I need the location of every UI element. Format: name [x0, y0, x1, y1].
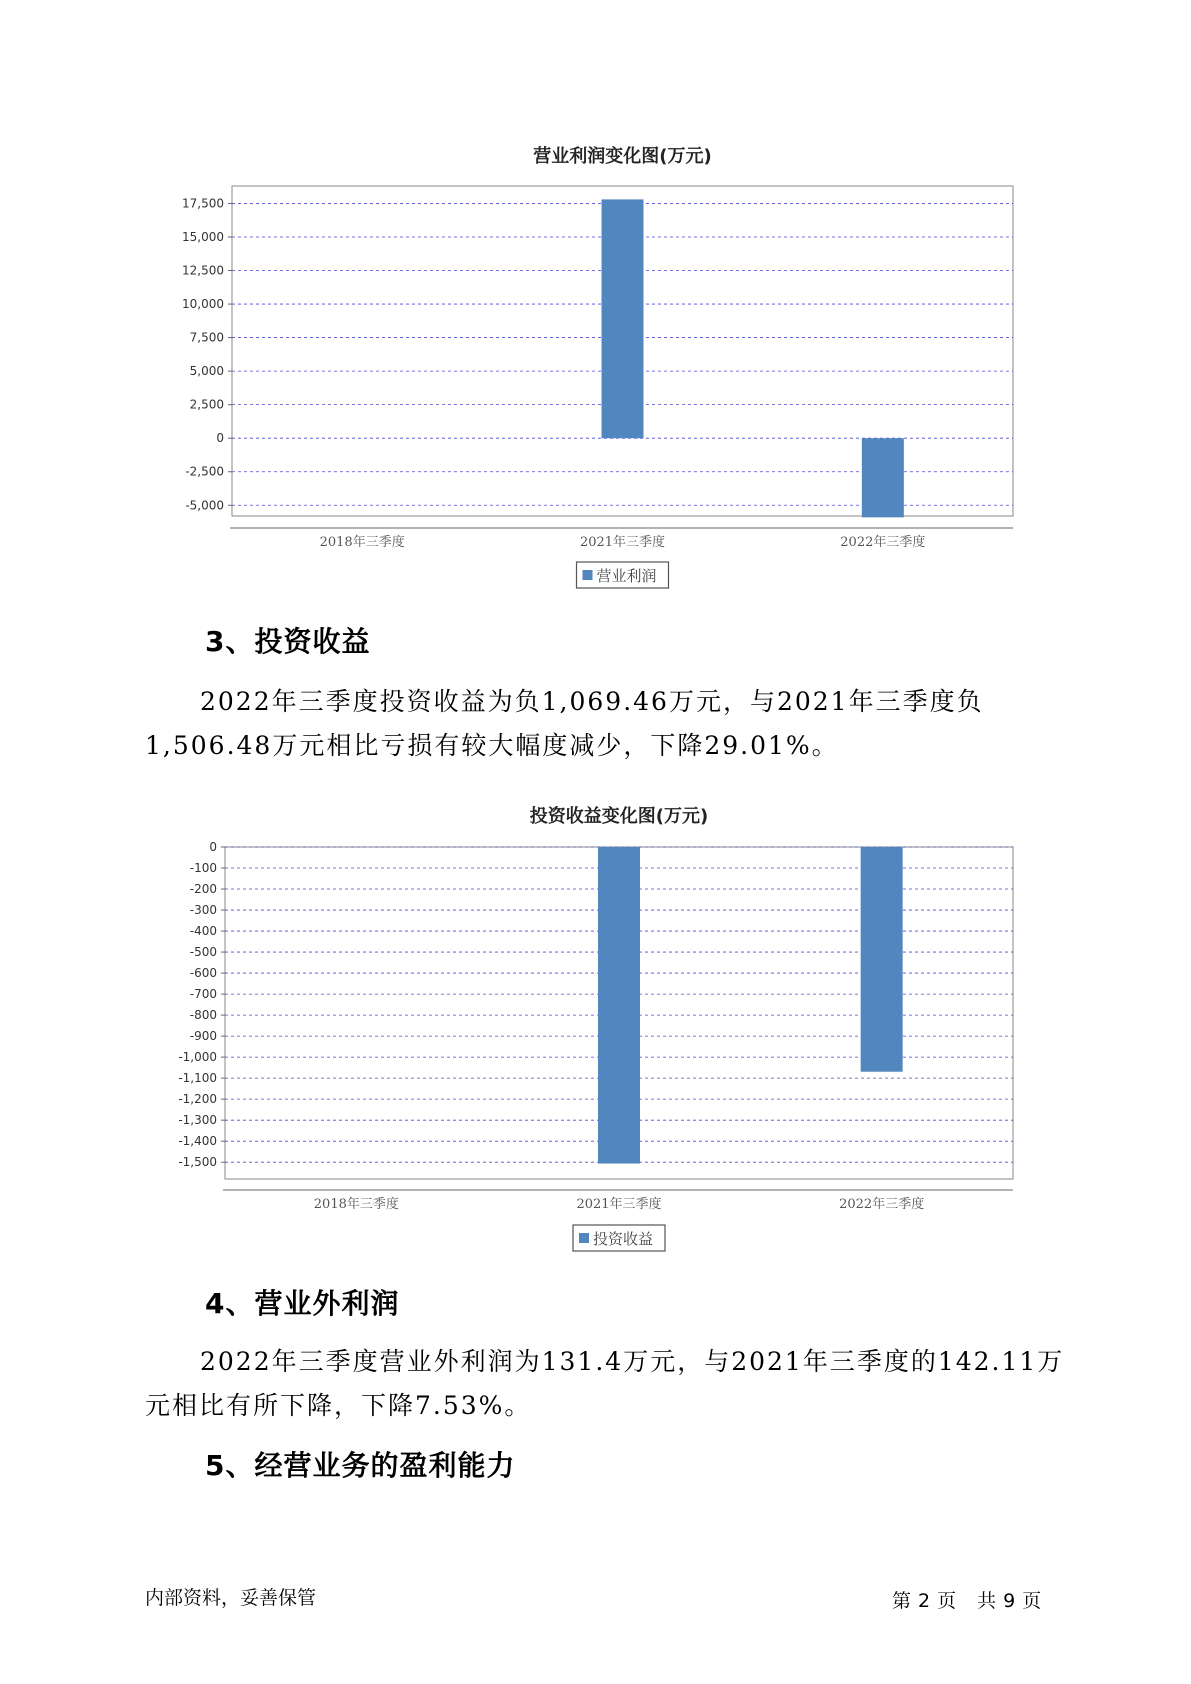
y-tick-label: -300 [189, 903, 217, 918]
chart-title: 投资收益变化图(万元) [529, 806, 709, 827]
y-tick-label: -1,200 [178, 1092, 217, 1107]
y-tick-label: -1,000 [178, 1050, 217, 1065]
y-tick-label: -400 [189, 924, 217, 939]
y-tick-label: -900 [189, 1029, 217, 1044]
y-tick-label: -2,500 [185, 464, 224, 479]
y-tick-label: 5,000 [189, 364, 224, 379]
x-tick-label: 2021年三季度 [579, 535, 666, 550]
y-tick-label: 15,000 [182, 229, 224, 244]
total-pages: 9 [1003, 1590, 1017, 1612]
x-tick-label: 2022年三季度 [840, 535, 926, 550]
y-tick-label: -1,100 [178, 1071, 217, 1086]
y-tick-label: 12,500 [182, 263, 224, 278]
total-label-prefix: 共 [977, 1590, 998, 1612]
legend-swatch [579, 1233, 589, 1243]
y-tick-label: -1,500 [178, 1155, 217, 1170]
y-tick-label: 0 [209, 840, 217, 854]
y-tick-label: -100 [189, 861, 217, 876]
confidential-note: 内部资料，妥善保管 [145, 1587, 317, 1609]
investment-heading: 3、投资收益 [205, 625, 371, 658]
y-tick-label: -5,000 [185, 498, 224, 513]
non-operating-paragraph: 2022年三季度营业外利润为131.4万元，与2021年三季度的142.11万元相比有所下降，下降7.53%。 [145, 1347, 1065, 1420]
non-operating-heading: 4、营业外利润 [205, 1287, 400, 1320]
y-tick-label: 17,500 [182, 196, 224, 211]
page-number: 2 [918, 1590, 932, 1612]
bar [598, 847, 640, 1164]
legend-label: 投资收益 [593, 1230, 654, 1248]
y-tick-label: -200 [189, 882, 217, 897]
x-tick-label: 2018年三季度 [319, 535, 405, 550]
page-label-suffix: 页 [937, 1590, 958, 1612]
total-label-suffix: 页 [1022, 1590, 1043, 1612]
x-tick-label: 2022年三季度 [839, 1197, 925, 1212]
y-tick-label: 7,500 [189, 330, 224, 345]
x-tick-label: 2021年三季度 [576, 1197, 662, 1212]
y-tick-label: -800 [189, 1008, 217, 1023]
chart-title: 营业利润变化图(万元) [533, 146, 712, 167]
y-tick-label: -700 [189, 987, 217, 1002]
legend-label: 营业利润 [596, 567, 657, 585]
profitability-heading: 5、经营业务的盈利能力 [205, 1449, 516, 1482]
y-tick-label: -600 [189, 966, 217, 981]
y-tick-label: -1,400 [178, 1134, 217, 1149]
y-tick-label: 10,000 [182, 297, 224, 312]
page-label-prefix: 第 [892, 1590, 913, 1612]
y-tick-label: -1,300 [178, 1113, 217, 1128]
page-indicator [892, 1586, 1048, 1613]
x-tick-label: 2018年三季度 [313, 1197, 399, 1212]
y-tick-label: 0 [216, 431, 224, 446]
y-tick-label: -500 [189, 945, 217, 960]
investment-paragraph: 2022年三季度投资收益为负1,069.46万元，与2021年三季度负1,506.48万元相比亏损有较大幅度减少，下降29.01%。 [145, 687, 984, 760]
bar [861, 847, 903, 1072]
y-tick-label: 2,500 [189, 397, 224, 412]
